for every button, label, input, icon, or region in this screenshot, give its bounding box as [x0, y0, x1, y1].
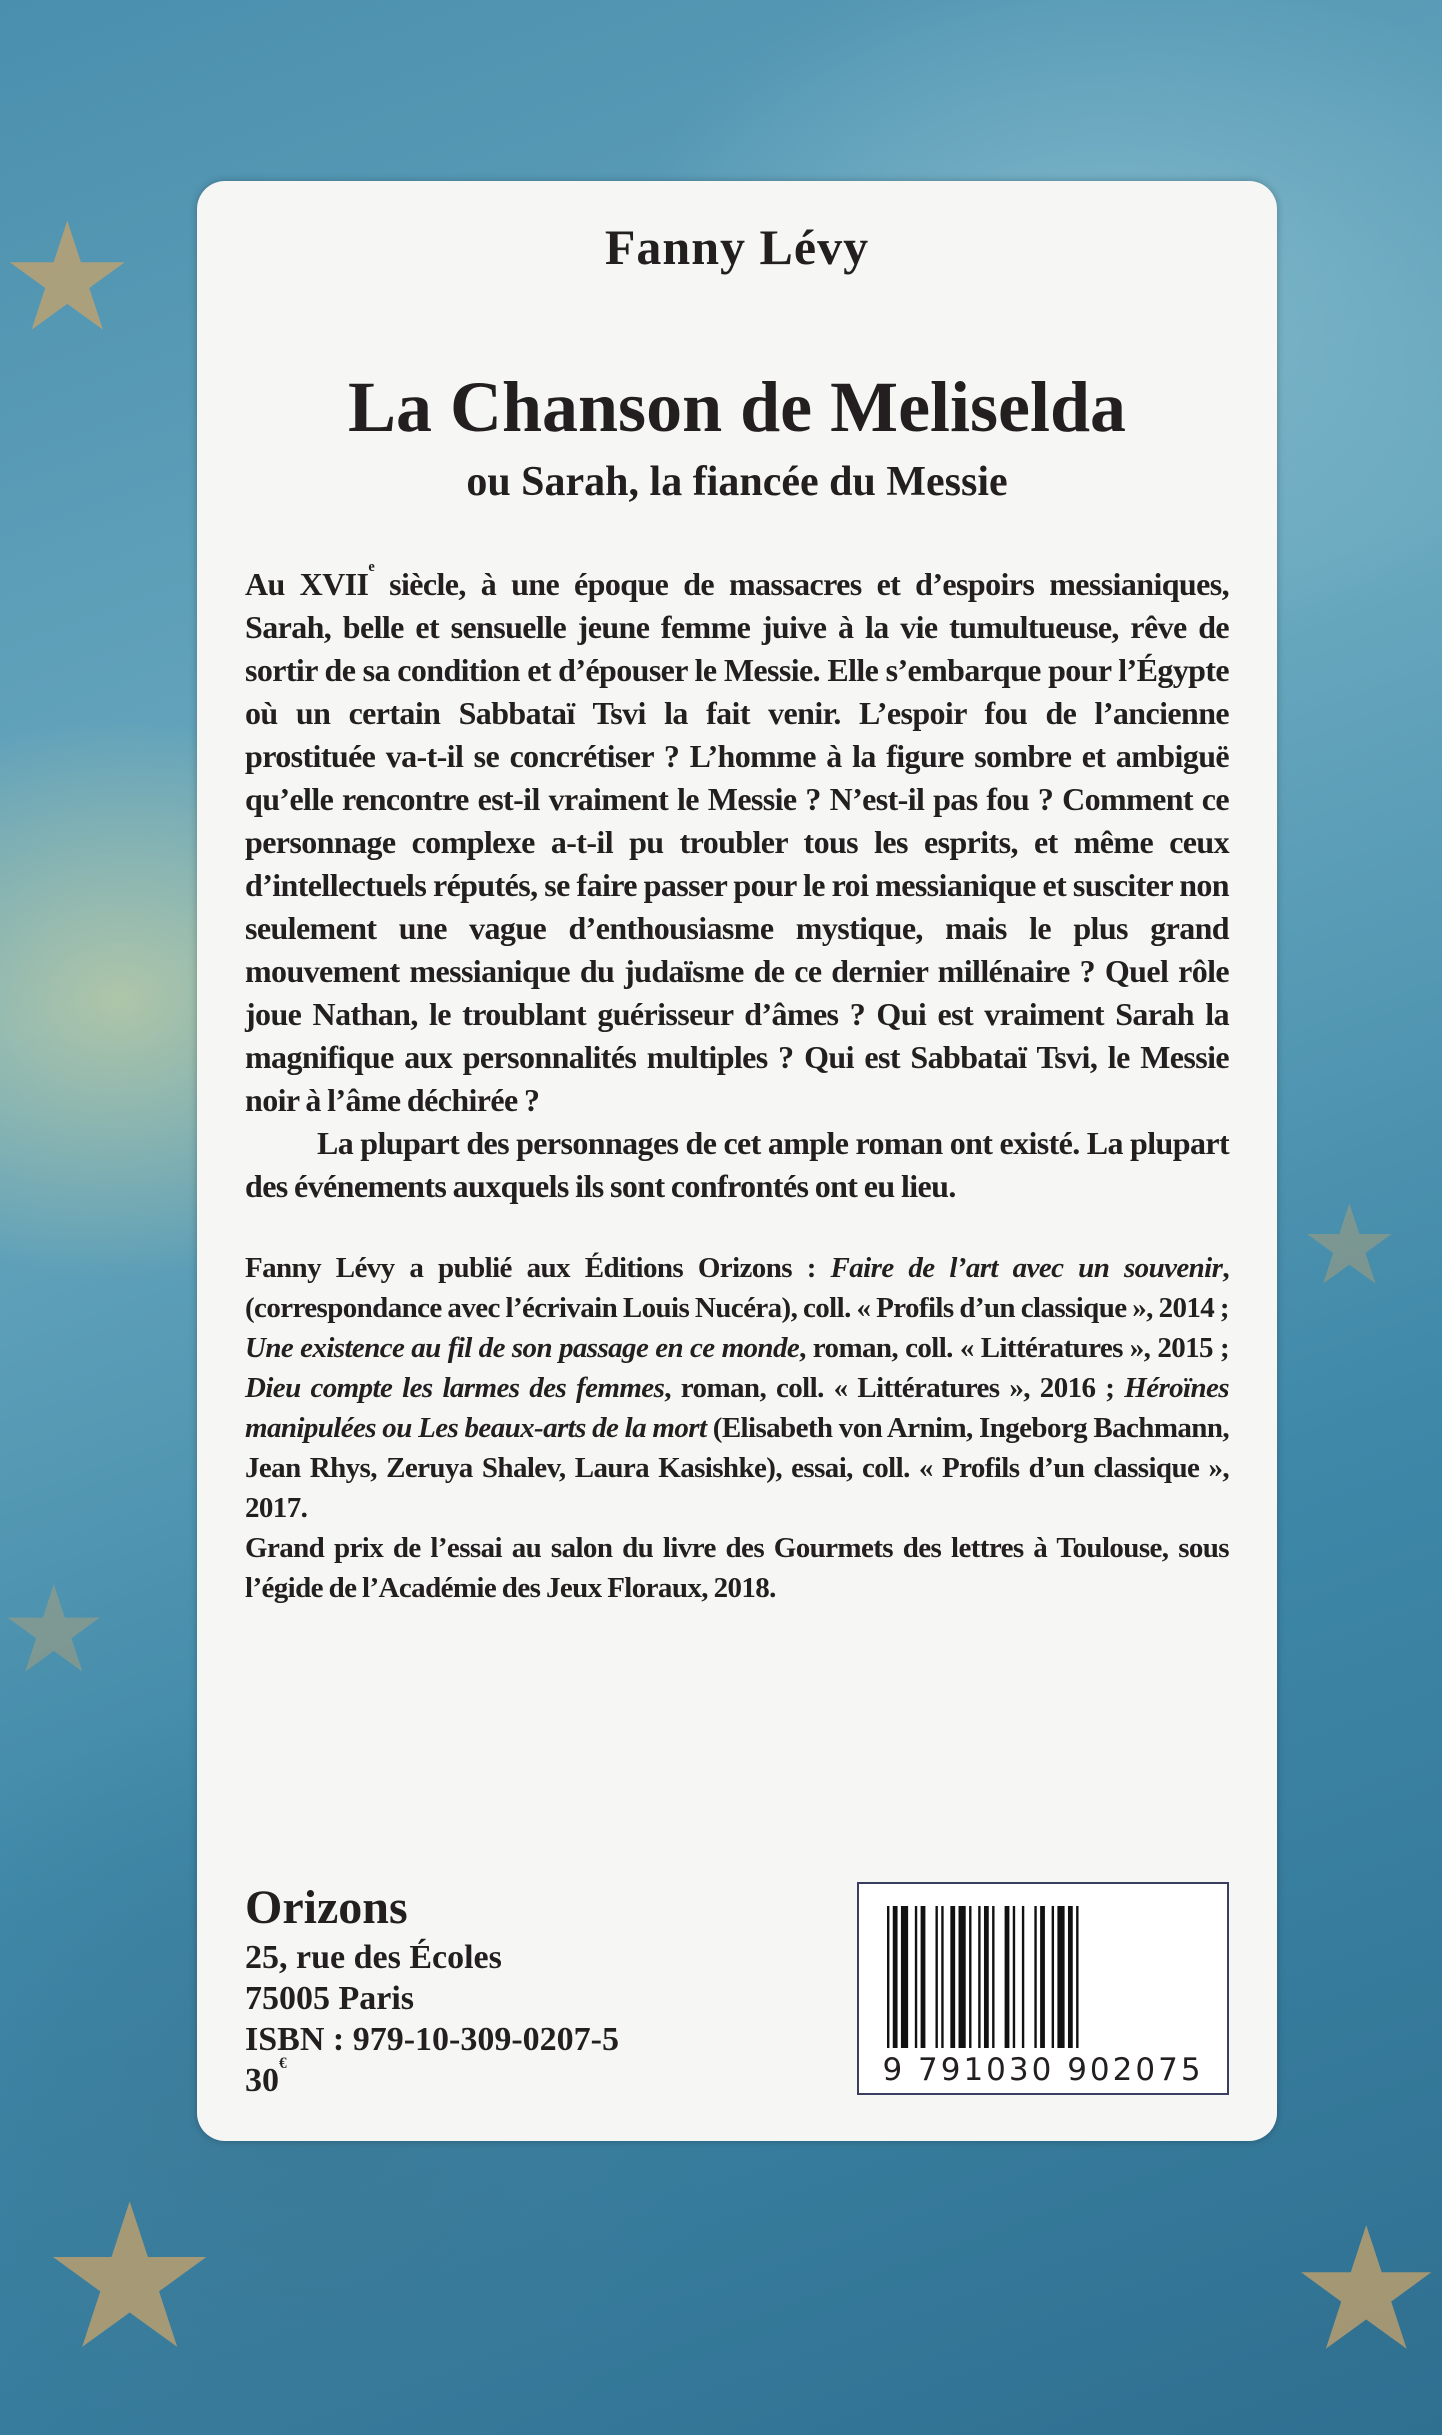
book-title-italic: Faire de l’art avec un souvenir	[830, 1252, 1223, 1284]
currency: €	[279, 2055, 287, 2072]
price	[245, 2055, 619, 2101]
publisher-city: 75005 Paris	[245, 1980, 415, 2017]
barcode-bar	[941, 1906, 943, 2048]
book-title-italic: Héroïnes manipulées ou Les beaux-arts de la mort	[245, 1372, 1229, 1444]
back-cover-card	[197, 181, 1277, 2141]
bio-text: , roman, coll. « Littératures », 2016 ;	[664, 1372, 1125, 1404]
summary-text: siècle, à une époque de massacres et d’espoirs messianiques, Sarah, belle et sensuelle jeune femme juive à la vie tumultueuse, rêve de sortir de sa condition et d’épouser le Messie. Elle s’embarque pour l’Égypte où un certain Sabbataï Tsvi la fait venir. L’espoir fou de l’ancienne prostituée va-t-il se concrétiser ? L’homme à la figure sombre et ambiguë qu’elle rencontre est-il vraiment le Messie ? N’est-il pas fou ? Comment ce personnage complexe a-t-il pu troubler tous les esprits, et même ceux d’intellectuels réputés, se faire passer pour le roi messianique et susciter non seulement une vague d’enthousiasme mystique, mais le plus grand mouvement messianique du judaïsme de ce dernier millénaire ? Quel rôle joue Nathan, le troublant guérisseur d’âmes ? Qui est vraiment Sarah la magnifique aux personnalités multiples ? Qui est Sabbataï Tsvi, le Messie noir à l’âme déchirée ?	[245, 566, 1229, 1118]
isbn: ISBN : 979-10-309-0207-5	[245, 2021, 619, 2058]
star-icon: ★	[1290, 2197, 1442, 2385]
author-bio	[245, 1248, 1229, 1608]
barcode-bar	[1022, 1906, 1024, 2048]
bio-text: (Elisabeth von Arnim, Ingeborg Bachmann, Jean Rhys, Zeruya Shalev, Laura Kasishke), essai, coll. « Profils d’un classique », 2017.	[245, 1412, 1229, 1524]
star-icon: ★	[0, 1564, 108, 1697]
barcode-bar	[969, 1906, 971, 2048]
bottom-section	[245, 1829, 1229, 2101]
barcode-bar	[1057, 1906, 1064, 2048]
barcode-bar	[950, 1906, 955, 2048]
book-title-italic: Une existence au fil de son passage en ce monde	[245, 1332, 800, 1364]
barcode-bar	[1034, 1906, 1036, 2048]
barcode-bar	[1005, 1906, 1010, 2048]
summary-paragraph: La plupart des personnages de cet ample roman ont existé. La plupart des événements auxquels ils sont confrontés ont eu lieu.	[245, 1125, 1229, 1204]
publisher-info	[245, 1879, 619, 2101]
barcode-bar	[1013, 1906, 1015, 2048]
summary	[245, 559, 1229, 1208]
bio-text: , (correspondance avec l’écrivain Louis Nucéra), coll. « Profils d’un classique », 2014 ;	[245, 1252, 1229, 1324]
barcode-bar	[978, 1906, 980, 2048]
barcode-bar	[984, 1906, 989, 2048]
barcode	[857, 1882, 1229, 2095]
barcode-bar	[1076, 1906, 1078, 2048]
barcode-bar	[901, 1906, 908, 2048]
barcode-bars	[881, 1906, 1209, 2048]
bio-text: Fanny Lévy a publié aux Éditions Orizons :	[245, 1252, 831, 1284]
book-title: La Chanson de Meliselda	[347, 367, 1127, 447]
summary-text: Au XVII	[245, 566, 369, 602]
barcode-bar	[935, 1906, 937, 2048]
award: Grand prix de l’essai au salon du livre des Gourmets des lettres à Toulouse, sous l’égide de l’Académie des Jeux Floraux, 2018.	[245, 1532, 1229, 1604]
barcode-digits: 9 791030 902075	[867, 2053, 1219, 2087]
price-value: 30	[245, 2062, 279, 2099]
barcode-bar	[1068, 1906, 1073, 2048]
summary-paragraph	[245, 559, 1229, 1122]
publisher-name: Orizons	[245, 1881, 408, 1934]
barcode-bar	[959, 1906, 966, 2048]
barcode-bar	[992, 1906, 994, 2048]
star-icon: ★	[0, 196, 135, 362]
author-name: Fanny Lévy	[604, 219, 870, 275]
superscript: e	[368, 559, 375, 575]
book-subtitle: ou Sarah, la fiancée du Messie	[466, 459, 1008, 505]
bibliography	[245, 1248, 1229, 1528]
barcode-bar	[1040, 1906, 1045, 2048]
barcode-bar	[887, 1906, 889, 2048]
publisher-street: 25, rue des Écoles	[245, 1939, 502, 1976]
barcode-bar	[921, 1906, 926, 2048]
book-title-italic: Dieu compte les larmes des femmes	[245, 1372, 665, 1404]
star-icon: ★	[40, 2169, 220, 2390]
barcode-bar	[1052, 1906, 1054, 2048]
barcode-bar	[915, 1906, 917, 2048]
star-icon: ★	[1300, 1185, 1399, 1307]
bio-text: , roman, coll. « Littératures », 2015 ;	[799, 1332, 1230, 1364]
barcode-bar	[893, 1906, 898, 2048]
